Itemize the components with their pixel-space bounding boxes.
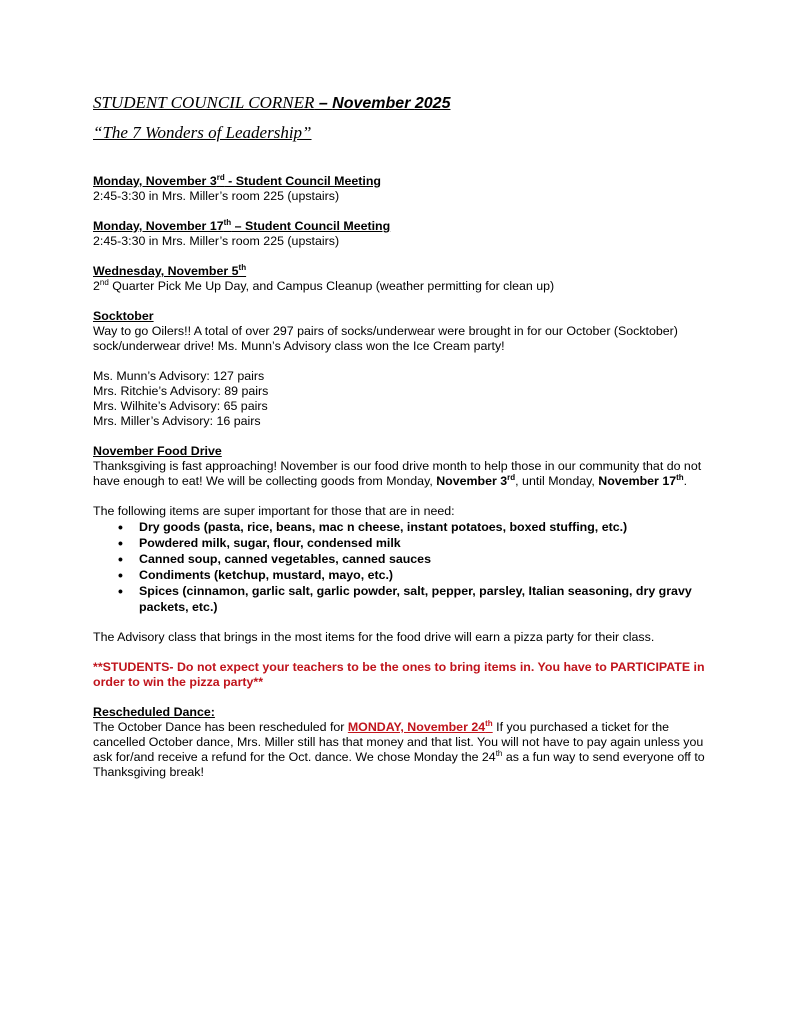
socktober-section (93, 309, 713, 354)
event-heading (93, 264, 246, 278)
event-heading-text: Wednesday, November 5 (93, 264, 239, 278)
list-item: • Condiments (ketchup, mustard, mayo, etc.) (139, 567, 713, 583)
date-sup: th (676, 473, 684, 482)
dance-body-sup: th (495, 749, 503, 758)
socktober-results (93, 369, 713, 429)
newsletter-subtitle: “The 7 Wonders of Leadership” (93, 123, 312, 142)
date-sup: th (485, 719, 493, 728)
title-year: 2025 (414, 95, 451, 112)
socktober-result: Ms. Munn’s Advisory: 127 pairs (93, 369, 265, 383)
food-drive-reward: The Advisory class that brings in the most items for the food drive will earn a pizza party for their class. (93, 630, 655, 644)
newsletter-page (93, 92, 713, 780)
date-text: November 3 (436, 474, 508, 488)
event-pick-me-up-day (93, 264, 713, 294)
event-detail-sup: nd (99, 278, 109, 287)
food-drive-body-end: . (683, 474, 688, 488)
event-heading-suffix: – Student Council Meeting (231, 219, 391, 233)
list-item: • Canned soup, canned vegetables, canned sauces (139, 551, 713, 567)
list-item: • Dry goods (pasta, rice, beans, mac n cheese, instant potatoes, boxed stuffing, etc.) (139, 519, 713, 535)
socktober-body: Way to go Oilers!! A total of over 297 pairs of socks/underwear were brought in for our October (Socktober) sock/underwear drive! Ms. Munn’s Advisory class won the Ice Cream party! (93, 324, 678, 353)
event-heading (93, 174, 381, 188)
socktober-result: Mrs. Miller’s Advisory: 16 pairs (93, 414, 261, 428)
newsletter-title (93, 92, 713, 115)
list-item: • Powdered milk, sugar, flour, condensed milk (139, 535, 713, 551)
event-heading-sup: th (223, 218, 232, 227)
title-month: November (332, 95, 415, 112)
dance-body: The October Dance has been rescheduled for (93, 720, 348, 734)
food-drive-end-date (598, 474, 683, 488)
event-meeting-nov-17 (93, 219, 713, 249)
event-heading-suffix: - Student Council Meeting (224, 174, 381, 188)
event-detail: 2:45-3:30 in Mrs. Miller’s room 225 (upstairs) (93, 189, 340, 203)
food-drive-body-mid: , until Monday, (515, 474, 599, 488)
event-detail-prefix: 2 (93, 279, 100, 293)
dance-heading: Rescheduled Dance: (93, 705, 215, 719)
event-meeting-nov-3 (93, 174, 713, 204)
food-drive-warning: **STUDENTS- Do not expect your teachers to be the ones to bring items in. You have to PARTICIPATE in order to win the pizza party** (93, 660, 705, 689)
socktober-heading: Socktober (93, 309, 154, 323)
date-text: November 17 (598, 474, 677, 488)
list-item: • Spices (cinnamon, garlic salt, garlic powder, salt, pepper, parsley, Italian seasoning, dry gravy packets, etc.) (139, 583, 713, 615)
event-heading-text: Monday, November 17 (93, 219, 224, 233)
food-drive-body: Thanksgiving is fast approaching! November is our food drive month to help those in our community that do not have enough to eat! We will be collecting goods from Monday, (93, 459, 702, 488)
event-heading-sup: rd (216, 173, 225, 182)
dance-body-mid: If you purchased a ticket for the cancelled October dance, Mrs. Miller still has that money and that list. You will not have to pay again unless you ask for/and receive a refund for the Oct. dance. We chose Monday the 24 (93, 720, 704, 764)
food-drive-heading: November Food Drive (93, 444, 222, 458)
event-heading-text: Monday, November 3 (93, 174, 217, 188)
title-separator: – (314, 95, 333, 112)
food-drive-section (93, 444, 713, 489)
socktober-result: Mrs. Wilhite’s Advisory: 65 pairs (93, 399, 268, 413)
dance-section (93, 705, 713, 780)
event-heading (93, 219, 390, 233)
food-drive-start-date (436, 474, 515, 488)
food-drive-items-list (93, 519, 713, 615)
dance-body-end: as a fun way to send everyone off to Thanksgiving break! (93, 750, 705, 779)
event-detail: 2:45-3:30 in Mrs. Miller’s room 225 (upstairs) (93, 234, 340, 248)
food-drive-items-intro: The following items are super important for those that are in need: (93, 504, 455, 518)
title-main: STUDENT COUNCIL CORNER (93, 93, 315, 112)
socktober-result: Mrs. Ritchie’s Advisory: 89 pairs (93, 384, 269, 398)
dance-date-highlight (348, 720, 493, 734)
date-sup: rd (507, 473, 516, 482)
event-heading-sup: th (238, 263, 247, 272)
date-text: MONDAY, November 24 (347, 720, 486, 734)
event-detail: Quarter Pick Me Up Day, and Campus Cleanup (weather permitting for clean up) (108, 279, 555, 293)
